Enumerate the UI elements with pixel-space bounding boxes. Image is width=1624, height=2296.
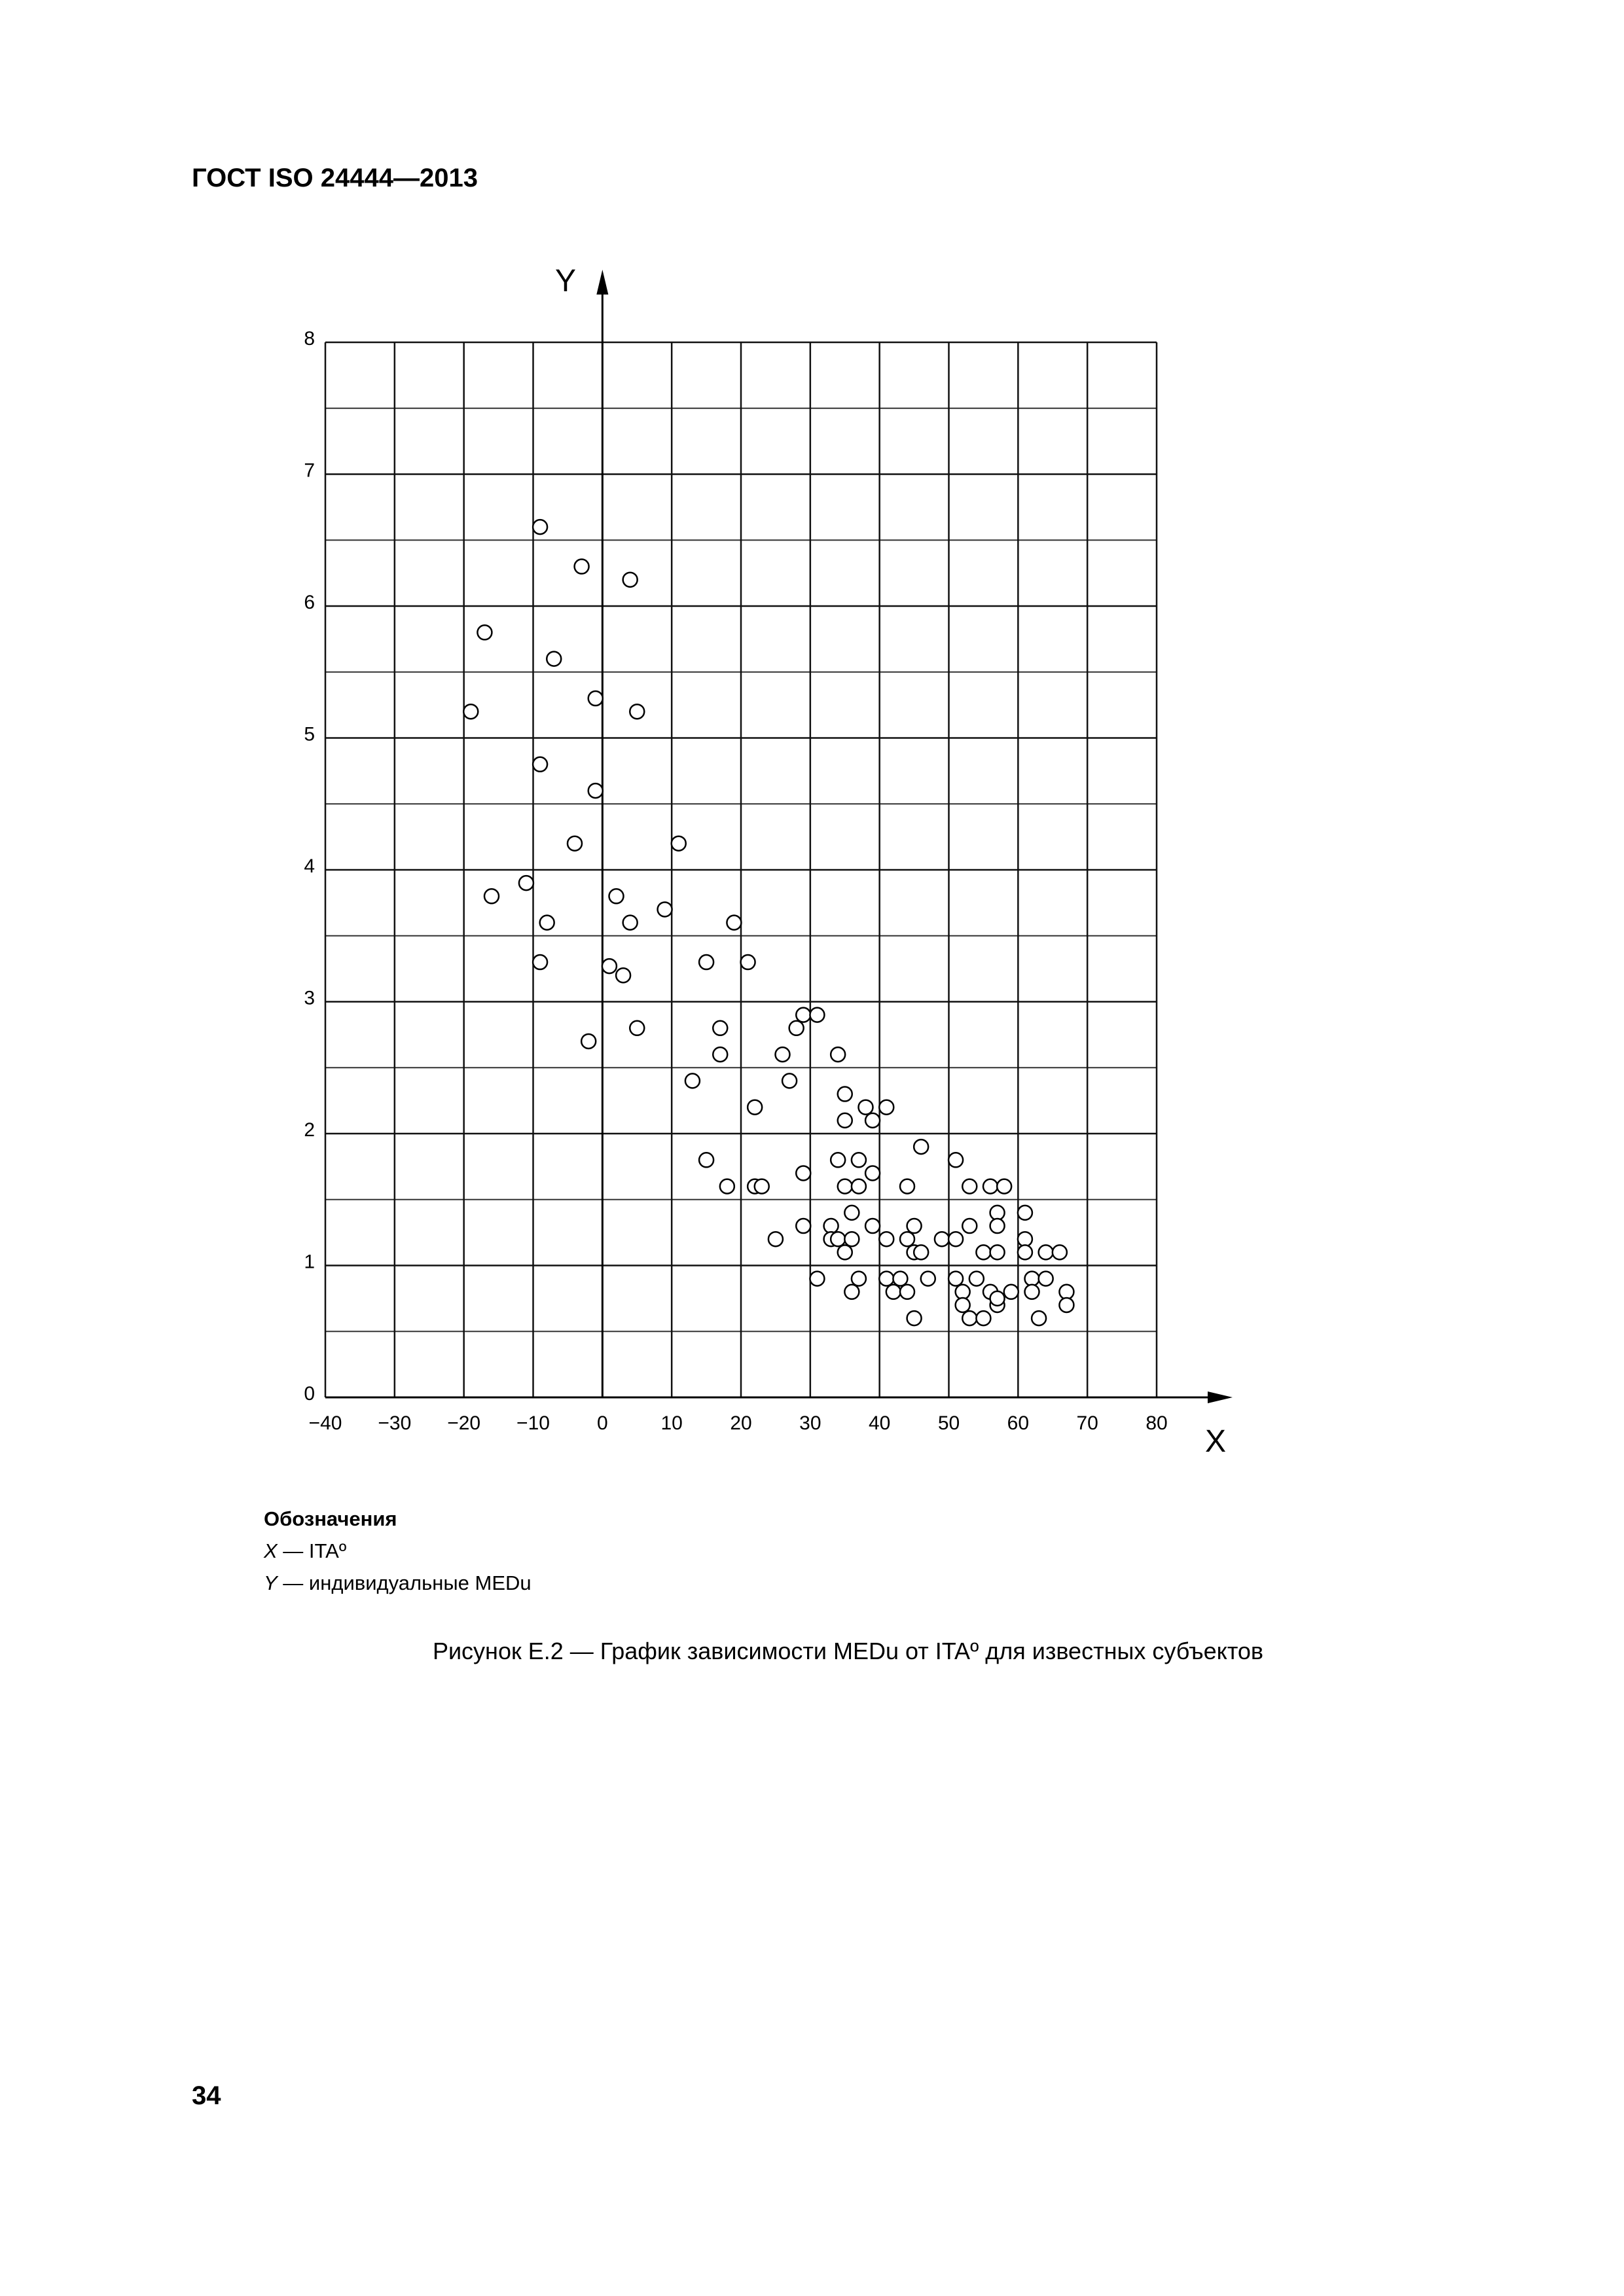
data-point (838, 1113, 852, 1128)
data-point (519, 876, 533, 890)
data-point (1059, 1285, 1074, 1299)
data-point (1018, 1206, 1032, 1220)
chart-points (463, 520, 1074, 1325)
y-tick-label: 4 (304, 855, 315, 877)
data-point (789, 1021, 804, 1035)
legend-item-y (264, 1567, 532, 1599)
data-point (1018, 1245, 1032, 1259)
data-point (810, 1008, 824, 1022)
data-point (533, 757, 547, 772)
data-point (838, 1179, 852, 1194)
figure-caption-text: Рисунок Е.2 — График зависимости MEDu от ITAº для известных субъектов (432, 1638, 1264, 1664)
y-tick-label: 3 (304, 987, 315, 1009)
data-point (658, 902, 672, 916)
legend-text-y: — индивидуальные MEDu (277, 1571, 532, 1594)
data-point (568, 836, 582, 851)
data-point (623, 916, 638, 930)
data-point (810, 1272, 824, 1286)
data-point (755, 1179, 769, 1194)
y-tick-labels (304, 328, 315, 1405)
data-point (720, 1179, 734, 1194)
data-point (997, 1179, 1011, 1194)
document-header: ГОСТ ISO 24444—2013 (192, 164, 478, 192)
data-point (976, 1245, 990, 1259)
data-point (609, 889, 624, 903)
legend-title: Обозначения (264, 1507, 397, 1530)
data-point (852, 1153, 866, 1167)
y-axis-arrow (596, 270, 608, 295)
data-point (844, 1285, 859, 1299)
data-point (962, 1311, 977, 1325)
data-point (914, 1139, 928, 1154)
data-point (699, 955, 713, 969)
legend-text-x: — ITAº (277, 1539, 347, 1562)
x-tick-label: 10 (660, 1412, 683, 1434)
data-point (540, 916, 554, 930)
data-point (838, 1087, 852, 1102)
data-point (935, 1232, 949, 1246)
y-tick-label: 1 (304, 1251, 315, 1273)
data-point (547, 652, 561, 666)
data-point (893, 1272, 907, 1286)
y-axis-label: Y (554, 264, 577, 298)
page-number: 34 (192, 2081, 221, 2110)
x-tick-labels (309, 1412, 1168, 1434)
data-point (990, 1206, 1005, 1220)
data-point (831, 1232, 845, 1246)
y-tick-label: 7 (304, 459, 315, 482)
y-tick-label: 2 (304, 1119, 315, 1141)
data-point (741, 955, 755, 969)
x-tick-label: 60 (1007, 1412, 1030, 1434)
data-point (983, 1179, 998, 1194)
data-point (865, 1113, 880, 1128)
x-tick-label: 40 (868, 1412, 891, 1434)
data-point (1039, 1245, 1053, 1259)
data-point (713, 1047, 727, 1062)
data-point (477, 625, 492, 639)
data-point (748, 1100, 762, 1115)
data-point (990, 1291, 1005, 1306)
x-tick-label: 80 (1146, 1412, 1168, 1434)
data-point (907, 1219, 922, 1233)
data-point (768, 1232, 783, 1246)
data-point (865, 1219, 880, 1233)
data-point (865, 1166, 880, 1180)
data-point (852, 1179, 866, 1194)
data-point (796, 1219, 810, 1233)
legend-symbol-y: Y (264, 1571, 278, 1594)
data-point (623, 573, 638, 587)
data-point (831, 1153, 845, 1167)
data-point (533, 955, 547, 969)
y-tick-label: 8 (304, 328, 315, 350)
data-point (948, 1272, 963, 1286)
data-point (844, 1232, 859, 1246)
data-point (1039, 1272, 1053, 1286)
data-point (484, 889, 499, 903)
data-point (1025, 1285, 1039, 1299)
data-point (852, 1272, 866, 1286)
data-point (879, 1272, 893, 1286)
legend-block (264, 1503, 532, 1599)
data-point (962, 1179, 977, 1194)
x-tick-label: −30 (378, 1412, 412, 1434)
data-point (782, 1073, 797, 1088)
data-point (824, 1219, 839, 1233)
data-point (956, 1285, 970, 1299)
data-point (900, 1285, 914, 1299)
data-point (1059, 1298, 1074, 1312)
data-point (630, 704, 644, 719)
data-point (838, 1245, 852, 1259)
x-tick-label: 50 (937, 1412, 960, 1434)
data-point (900, 1179, 914, 1194)
data-point (602, 959, 617, 973)
x-tick-label: −10 (516, 1412, 550, 1434)
data-point (948, 1232, 963, 1246)
data-point (685, 1073, 700, 1088)
data-point (990, 1219, 1005, 1233)
x-tick-label: 0 (596, 1412, 608, 1434)
y-tick-label: 6 (304, 592, 315, 613)
data-point (962, 1219, 977, 1233)
data-point (1032, 1311, 1046, 1325)
data-point (672, 836, 686, 851)
data-point (879, 1100, 893, 1115)
data-point (463, 704, 478, 719)
data-point (1053, 1245, 1067, 1259)
data-point (588, 691, 603, 706)
data-point (976, 1311, 990, 1325)
x-axis-label: X (1204, 1424, 1227, 1459)
data-point (1025, 1272, 1039, 1286)
data-point (948, 1153, 963, 1167)
data-point (844, 1206, 859, 1220)
data-point (990, 1245, 1005, 1259)
x-tick-label: 70 (1076, 1412, 1098, 1434)
x-axis-arrow (1208, 1391, 1233, 1403)
data-point (630, 1021, 644, 1035)
data-point (796, 1008, 810, 1022)
data-point (831, 1047, 845, 1062)
data-point (1004, 1285, 1019, 1299)
data-point (956, 1298, 970, 1312)
data-point (879, 1232, 893, 1246)
data-point (727, 916, 741, 930)
data-point (859, 1100, 873, 1115)
x-tick-label: −40 (308, 1412, 342, 1434)
data-point (575, 560, 589, 574)
x-tick-label: −20 (447, 1412, 481, 1434)
data-point (900, 1232, 914, 1246)
x-tick-label: 30 (799, 1412, 821, 1434)
data-point (699, 1153, 713, 1167)
data-point (1018, 1232, 1032, 1246)
x-tick-label: 20 (730, 1412, 752, 1434)
legend-item-x (264, 1535, 532, 1567)
data-point (776, 1047, 790, 1062)
data-point (886, 1285, 901, 1299)
y-tick-label: 0 (304, 1383, 315, 1405)
data-point (796, 1166, 810, 1180)
data-point (914, 1245, 928, 1259)
data-point (616, 968, 630, 982)
data-point (588, 783, 603, 798)
data-point (907, 1311, 922, 1325)
data-point (921, 1272, 935, 1286)
y-tick-label: 5 (304, 723, 315, 745)
data-point (581, 1034, 596, 1049)
figure-caption (0, 1638, 1624, 1665)
legend-symbol-x: X (264, 1539, 278, 1562)
data-point (969, 1272, 984, 1286)
data-point (533, 520, 547, 534)
data-point (713, 1021, 727, 1035)
